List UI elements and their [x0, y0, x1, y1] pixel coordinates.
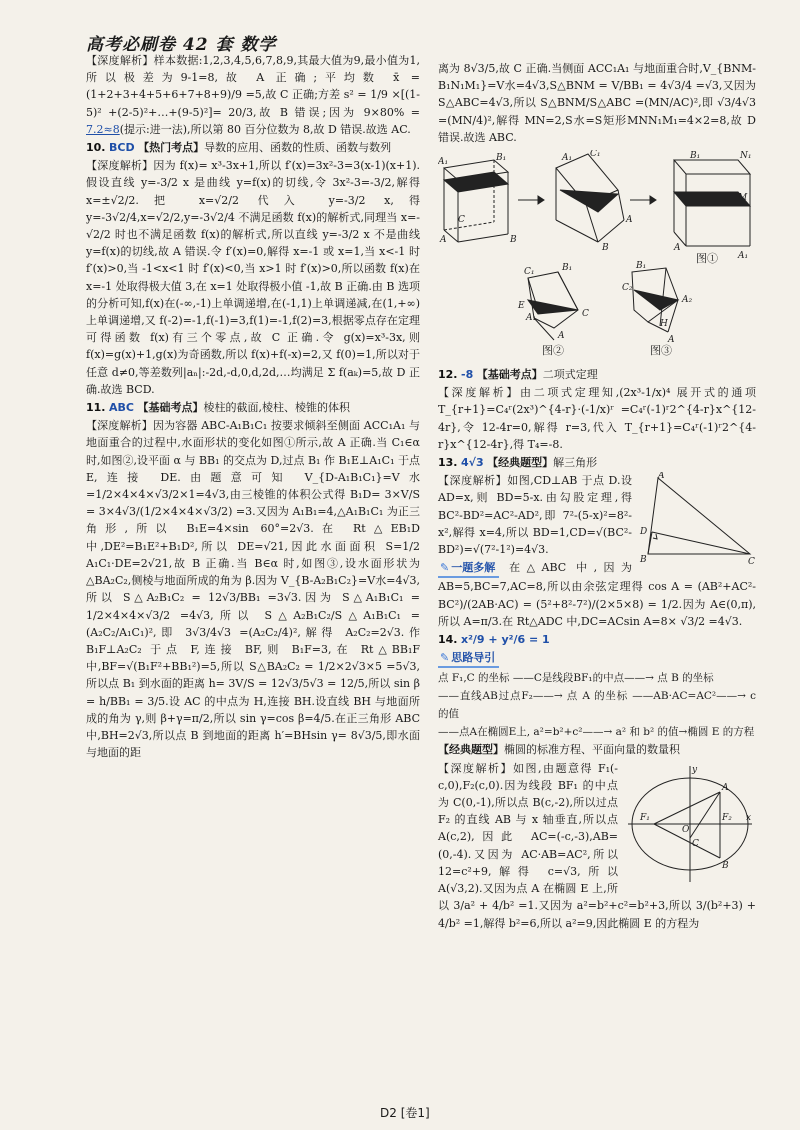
q13-topic: 解三角形 — [553, 456, 598, 470]
svg-text:C₁: C₁ — [590, 150, 601, 160]
q12-block — [438, 366, 756, 383]
q10-block — [86, 139, 420, 156]
svg-text:A₁: A₁ — [526, 313, 537, 324]
q13-body: 【深度解析】如图,CD⊥AB 于点 D.设 AD=x,则 BD=5-x.由勾股定理,得 BC²-BD²=AC²-AD²,即 7²-(5-x)²=8²-x²,解得 x=4,所以 BD=1,CD=√(BC²-BD²)=√(7²-1²)=4√3. — [438, 474, 632, 557]
q13-number: 13. — [438, 456, 458, 470]
guide-flow — [438, 669, 756, 741]
svg-text:A: A — [440, 235, 447, 246]
q14-guide — [438, 649, 756, 668]
q10-answer: BCD — [109, 141, 135, 155]
prism-figures — [438, 150, 756, 362]
triangle-diagram — [638, 472, 756, 566]
q9-text-b: (提示:进一法),所以第 80 百分位数为 8,故 D 错误.故选 AC. — [119, 122, 411, 136]
q14-topic: 椭圆的标准方程、平面向量的数量积 — [504, 743, 680, 757]
ellipse-figure — [624, 762, 756, 886]
tip-badge — [438, 559, 499, 578]
svg-text:N₁: N₁ — [740, 151, 752, 162]
q10-tag: 【热门考点】 — [138, 141, 205, 155]
q11-body: 【深度解析】因为容器 ABC-A₁B₁C₁ 按要求倾斜至侧面 ACC₁A₁ 与地面重合的过程中,水面形状的变化如图①所示,故 A 正确.当 C₁∈α 时,如图②,设平面 α 与 BB₁ 的交点为 D,过点 B₁ 作 B₁E⊥A₁C₁ 于点 E,连接 DE.由题意可知 V_{D-A₁B₁C₁}=V水=1/2×4×4×√3/2×1=4√3,由三棱锥的体积公式得 B₁D= 3×V/S = 3×4√3/(1/2×4×4×√3/2) =3.又因为 A₁B₁=4,△A₁B₁C₁ 为正三角形,所以 B₁E=4×sin 60°=2√3.在 Rt△EB₁D 中,DE²=B₁E²+B₁D²,所以 DE=√21,因此水面面积 S=1/2 A₁C₁·DE=2√21,故 B 正确.当 B∈α 时,如图③,设水面形状为 △BA₂C₂,侧棱与地面所成的角为 β.因为 V_{B-A₂B₁C₂}=V水=4√3,所以 S△A₂B₁C₂ = 12√3/BB₁ =3√3.因为 S△A₁B₁C₁ = 1/2×4×4×√3/2 =4√3,所以 S△A₂B₁C₂/S△A₁B₁C₁ =(A₂C₂/A₁C₁)²,即 3√3/4√3 =(A₂C₂/4)²,解得 A₂C₂=2√3.作 B₁F⊥A₂C₂ 于点 F,连接 BF,则 B₁F=3,在 Rt△BB₁F 中,BF=√(B₁F²+BB₁²)=5,所以 S△BA₂C₂ = 1/2×2√3×5 =5√3,所以点 B₁ 到水面的距离 h= 3V/S = 12√3/5√3 = 12/5,所以 sin β = h/BB₁ = 3/5.设 AC 的中点为 H,连接 BH.设直线 BH 与地面所成的角为 γ,则 β+γ=π/2,所以 sin γ=cos β=4/5.在正三角形 ABC 中,BH=2√3,所以点 B 到地面的距离 h′=BHsin γ= 8√3/5,即水面与地面的距 — [86, 419, 420, 760]
svg-text:C₂: C₂ — [622, 283, 633, 294]
fig2-caption: 图② — [542, 344, 564, 358]
q13-tag: 【经典题型】 — [487, 456, 554, 470]
right-column — [438, 60, 756, 933]
svg-text:A: A — [674, 243, 681, 254]
q11-continuation: 离为 8√3/5,故 C 正确.当侧面 ACC₁A₁ 与地面重合时,V_{BNM-B₁N₁M₁}=V水=4√3,S△BNM = V/BB₁ = 4√3/4 =√3,又因为 S△ABC=4√3,所以 S△BNM/S△ABC =(MN/AC)²,即 √3/4√3 =(MN/4)²,解得 MN=2,S水=S矩形MNN₁M₁=4×2=8,故 D 错误.故选 ABC. — [438, 62, 756, 144]
q12-topic: 二项式定理 — [542, 368, 598, 382]
svg-text:A: A — [658, 472, 665, 482]
guide-label: 思路导引 — [451, 651, 496, 665]
q12-tag: 【基础考点】 — [476, 368, 543, 382]
svg-text:E: E — [518, 301, 525, 312]
fig3-caption: 图③ — [650, 344, 672, 358]
q12-body: 【深度解析】由二项式定理知,(2x³-1/x)⁴ 展开式的通项 T_{r+1}=C₄ʳ(2x³)^{4-r}·(-1/x)ʳ =C₄ʳ(-1)ʳ2^{4-r}x^{12-4r},令 12-4r=0,解得 r=3,代入 T_{r+1}=C₄ʳ(-1)ʳ2^{4-r}x^{12-4r},得 T₄=-8. — [438, 386, 756, 451]
svg-text:O: O — [682, 824, 690, 835]
svg-text:B₁: B₁ — [636, 261, 647, 272]
flow-line: 点 F₁,C 的坐标 ——C是线段BF₁的中点——→ 点 B 的坐标 — [438, 672, 714, 685]
svg-text:C₁: C₁ — [524, 267, 535, 278]
svg-text:C: C — [458, 215, 465, 226]
q11-answer: ABC — [109, 401, 134, 415]
svg-text:A: A — [626, 215, 633, 226]
left-column — [86, 52, 420, 762]
pencil-icon: ✎ — [440, 561, 450, 575]
svg-text:B₁: B₁ — [496, 153, 507, 164]
q11-topic: 棱柱的截面,棱柱、棱锥的体积 — [203, 401, 350, 415]
q14-block — [438, 631, 756, 648]
q14-number: 14. — [438, 633, 458, 647]
svg-text:A: A — [722, 782, 729, 793]
q9-highlight: 7.2≈8 — [86, 122, 120, 136]
svg-text:A: A — [558, 331, 565, 342]
pencil-icon: ✎ — [440, 651, 450, 665]
svg-text:B: B — [510, 235, 517, 246]
q13-block — [438, 454, 756, 471]
q14-tag-line — [438, 741, 756, 758]
q11-block — [86, 399, 420, 416]
flow-line: ——点A在椭圆E上, a²=b²+c²——→ a² 和 b² 的值→椭圆 E 的方程 — [438, 726, 755, 739]
guide-badge — [438, 649, 499, 668]
svg-text:x: x — [746, 812, 752, 823]
q9-continuation — [86, 52, 420, 138]
q9-text-a: 【深度解析】样本数据:1,2,3,4,5,6,7,8,9,其最大值为9,最小值为1,所以极差为9-1=8,故 A 正确;平均数 x̄ = (1+2+3+4+5+6+7+8+9)/9 =5,故 C 正确;方差 s² = 1/9 ×[(1-5)² +(2-5)²+…+(9-5)²]= 20/3,故 B 错误;因为 9×80% = — [86, 54, 420, 119]
q10-topic: 导数的应用、函数的性质、函数与数列 — [204, 141, 392, 155]
svg-text:D: D — [640, 527, 648, 538]
svg-text:C: C — [748, 557, 755, 567]
ellipse-diagram — [624, 762, 756, 886]
q13-answer: 4√3 — [461, 456, 484, 470]
svg-text:B₁: B₁ — [562, 263, 573, 274]
q12-answer: -8 — [461, 368, 474, 382]
svg-text:A₁: A₁ — [438, 157, 449, 168]
q10-number: 10. — [86, 141, 106, 155]
q14-answer: x²/9 + y²/6 = 1 — [461, 633, 550, 647]
svg-text:H: H — [660, 319, 668, 330]
q10-body: 【深度解析】因为 f(x)= x³-3x+1,所以 f′(x)=3x²-3=3(x-1)(x+1).假设直线 y=-3/2 x 是曲线 y=f(x)的切线,令 3x²-3=-3/2,解得 x=±√2/2.把 x=√2/2 代入 y=-3/2 x,得 y=-3√2/4,x=√2/2,y=-3√2/4 不满足函数 f(x)的解析式,同理当 x=-√2/2 时也不满足函数 f(x)的解析式,所以直线 y=-3/2 x 不是曲线 y=f(x)的切线,故 A 错误.令 f′(x)=0,解得 x=-1 或 x=1,当 x<-1 时 f′(x)>0,当 -1<x<1 时 f′(x)<0,当 x>1 时 f′(x)>0,所以函数 f(x)在 x=-1 处取得极大值 3,在 x=1 处取得极小值 -1,故 B 正确.由 B 选项的分析可知,f(x)在(-∞,-1)上单调递增,在(-1,1)上单调递减,在(1,+∞)上单调递增,又 f(-2)=-1,f(-1)=3,f(1)=-1,f(2)=3,根据零点存在定理可得函数 f(x)有三个零点,故 C 正确.令 g(x)=x³-3x,则 f(x)=g(x)+1,g(x)为奇函数,所以 f(x)+f(-x)=2,又 f(0)=1,所以对于任意 d≠0,等差数列|aₙ|:-2d,-d,0,d,2d,…均满足 Σ f(aₖ)=5,故 D 正确.故选 BCD. — [86, 159, 420, 396]
svg-text:M: M — [738, 193, 748, 204]
svg-text:A₁: A₁ — [738, 251, 749, 262]
svg-text:B: B — [640, 555, 647, 566]
q14-tag: 【经典题型】 — [438, 743, 504, 757]
page-footer: D2 [卷1] — [380, 1106, 430, 1120]
svg-text:A: A — [668, 335, 675, 346]
q11-tag: 【基础考点】 — [137, 401, 204, 415]
svg-text:C: C — [692, 838, 699, 849]
q11-number: 11. — [86, 401, 106, 415]
page-title: 高考必刷卷 42 套 数学 — [86, 35, 277, 55]
svg-text:y: y — [692, 764, 698, 775]
svg-text:B: B — [722, 860, 729, 871]
fig1-caption: 图① — [696, 252, 718, 266]
svg-text:B: B — [602, 243, 609, 254]
svg-text:A₂: A₂ — [682, 295, 693, 306]
svg-text:F₁: F₁ — [640, 812, 650, 823]
q13-tip — [438, 559, 756, 630]
svg-text:A₁: A₁ — [562, 153, 573, 164]
q12-number: 12. — [438, 368, 458, 382]
tip-label: 一题多解 — [451, 561, 496, 575]
q14-body: 【深度解析】如图,由题意得 F₁(-c,0),F₂(c,0).因为线段 BF₁ 的中点为 C(0,-1),所以点 B(c,-2),所以过点 F₂ 的直线 AB 与 x 轴垂直,所以点 A(c,2),因此 AC=(-c,-3),AB=(0,-4).又因为 AC·AB=AC²,所以 12=c²+9,解得 c=√3,所以 A(√3,2).又因为点 A 在椭圆 E 上,所以 3/a² + 4/b² =1.又因为 a²=b²+c²=b²+3,所以 3/(b²+3) + 4/b² =1,解得 b²=6,所以 a²=9,因此椭圆 E 的方程为 — [438, 761, 756, 930]
triangle-figure — [638, 472, 756, 566]
flow-line: ——直线AB过点F₂——→ 点 A 的坐标 ——AB·AC=AC²——→ c 的值 — [438, 690, 756, 721]
tip-body: 在△ABC 中,因为 AB=5,BC=7,AC=8,所以由余弦定理得 cos A = (AB²+AC²-BC²)/(2AB·AC) = (5²+8²-7²)/(2×5×8) = 1/2.因为 A∈(0,π),所以 A=π/3.在 Rt△ADC 中,DC=ACsin A=8× √3/2 =4√3. — [438, 561, 756, 628]
svg-text:B₁: B₁ — [690, 151, 701, 162]
svg-text:C: C — [582, 309, 589, 320]
svg-text:F₂: F₂ — [722, 812, 732, 823]
